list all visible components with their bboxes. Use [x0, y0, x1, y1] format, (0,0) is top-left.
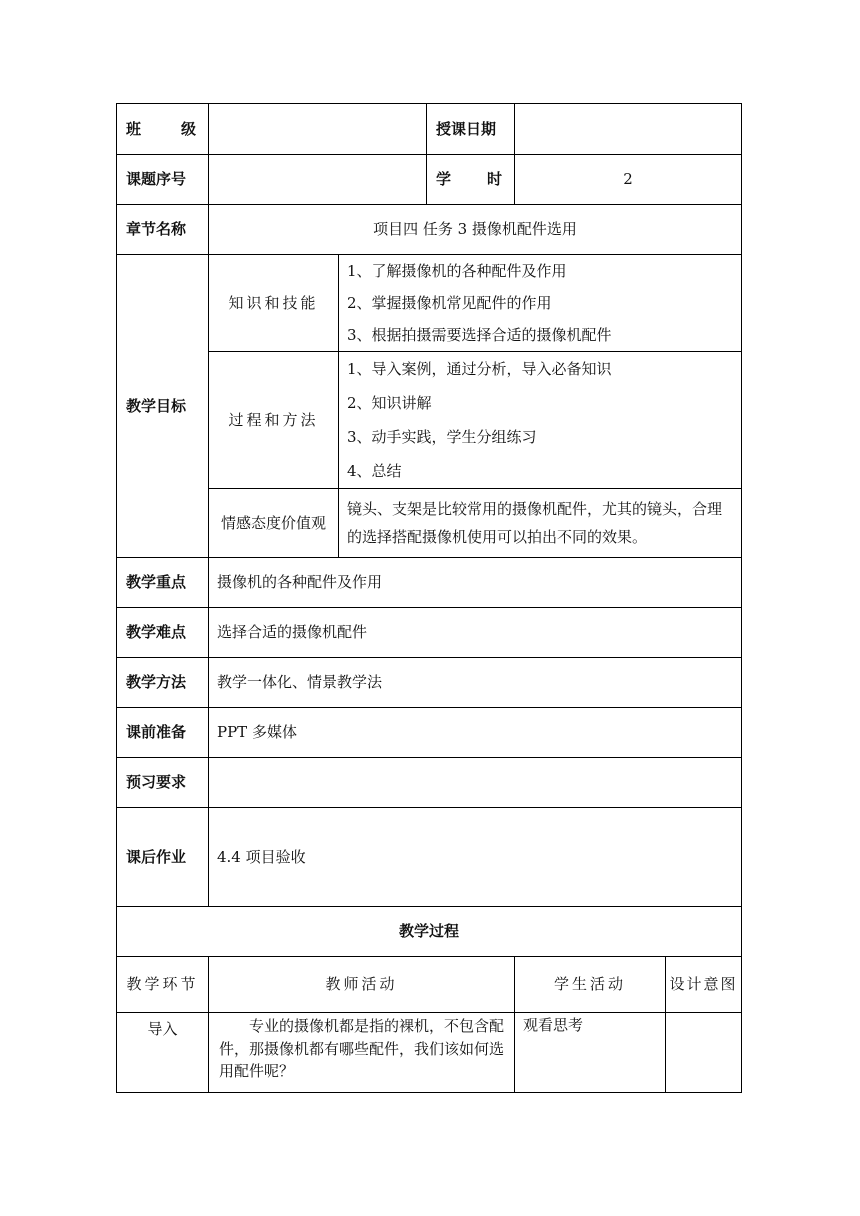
- focus-row: [117, 558, 742, 608]
- method-label: 教学方法: [117, 658, 209, 708]
- topic-no-label: 课题序号: [117, 155, 209, 205]
- focus-value: 摄像机的各种配件及作用: [209, 558, 742, 608]
- chapter-label: 章节名称: [117, 205, 209, 255]
- teacher-activity-cell: 专业的摄像机都是指的裸机，不包含配件，那摄像机都有哪些配件，我们该如何选用配件呢？: [209, 1013, 515, 1093]
- preview-label: 预习要求: [117, 758, 209, 808]
- col-student-header: 学生活动: [515, 957, 666, 1013]
- class-label-2: 级: [181, 119, 197, 138]
- process-title-row: [117, 907, 742, 957]
- knowledge-item: 1、了解摄像机的各种配件及作用: [347, 262, 567, 280]
- class-label-cell: [117, 104, 209, 155]
- process-header-row: [117, 957, 742, 1013]
- date-value-cell: [515, 104, 742, 155]
- objective-knowledge-row: [117, 255, 742, 352]
- process-list: [339, 352, 742, 489]
- process-label: 过程和方法: [209, 352, 339, 489]
- hours-label-1: 学: [436, 170, 452, 188]
- topic-no-value-cell: [209, 155, 427, 205]
- attitude-text: 镜头、支架是比较常用的摄像机配件，尤其的镜头，合理的选择搭配摄像机使用可以拍出不同的效果。: [339, 489, 742, 558]
- focus-label: 教学重点: [117, 558, 209, 608]
- class-value-cell: [209, 104, 427, 155]
- col-stage-header: 教学环节: [117, 957, 209, 1013]
- homework-value: 4.4 项目验收: [209, 808, 742, 907]
- difficulty-label: 教学难点: [117, 608, 209, 658]
- preview-row: [117, 758, 742, 808]
- topic-row: [117, 155, 742, 205]
- chapter-value: 项目四 任务 3 摄像机配件选用: [209, 205, 742, 255]
- difficulty-value: 选择合适的摄像机配件: [209, 608, 742, 658]
- knowledge-list: [339, 255, 742, 352]
- prep-value: PPT 多媒体: [209, 708, 742, 758]
- objective-process-row: [117, 352, 742, 489]
- objective-attitude-row: [117, 489, 742, 558]
- date-label: 授课日期: [427, 104, 515, 155]
- process-row: [117, 1013, 742, 1093]
- attitude-label: 情感态度价值观: [209, 489, 339, 558]
- stage-cell: 导入: [117, 1013, 209, 1093]
- knowledge-label: 知识和技能: [209, 255, 339, 352]
- chapter-row: [117, 205, 742, 255]
- prep-label: 课前准备: [117, 708, 209, 758]
- col-teacher-header: 教师活动: [209, 957, 515, 1013]
- design-intent-cell: [666, 1013, 742, 1093]
- hours-value: 2: [515, 155, 742, 205]
- process-title: 教学过程: [117, 907, 742, 957]
- process-item: 2、知识讲解: [347, 394, 432, 412]
- knowledge-item: 2、掌握摄像机常见配件的作用: [347, 294, 552, 312]
- homework-label: 课后作业: [117, 808, 209, 907]
- difficulty-row: [117, 608, 742, 658]
- process-item: 3、动手实践，学生分组练习: [347, 428, 537, 446]
- process-item: 4、总结: [347, 462, 402, 480]
- method-row: [117, 658, 742, 708]
- lesson-plan-table: [116, 103, 742, 1093]
- objectives-label: 教学目标: [117, 255, 209, 558]
- prep-row: [117, 708, 742, 758]
- process-item: 1、导入案例，通过分析，导入必备知识: [347, 360, 612, 378]
- knowledge-item: 3、根据拍摄需要选择合适的摄像机配件: [347, 326, 612, 344]
- col-design-header: 设计意图: [666, 957, 742, 1013]
- hours-label-cell: [427, 155, 515, 205]
- class-label: 班: [126, 119, 142, 138]
- homework-row: [117, 808, 742, 907]
- method-value: 教学一体化、情景教学法: [209, 658, 742, 708]
- student-activity-cell: 观看思考: [515, 1013, 666, 1093]
- class-row: [117, 104, 742, 155]
- hours-label-2: 时: [487, 170, 503, 188]
- preview-value: [209, 758, 742, 808]
